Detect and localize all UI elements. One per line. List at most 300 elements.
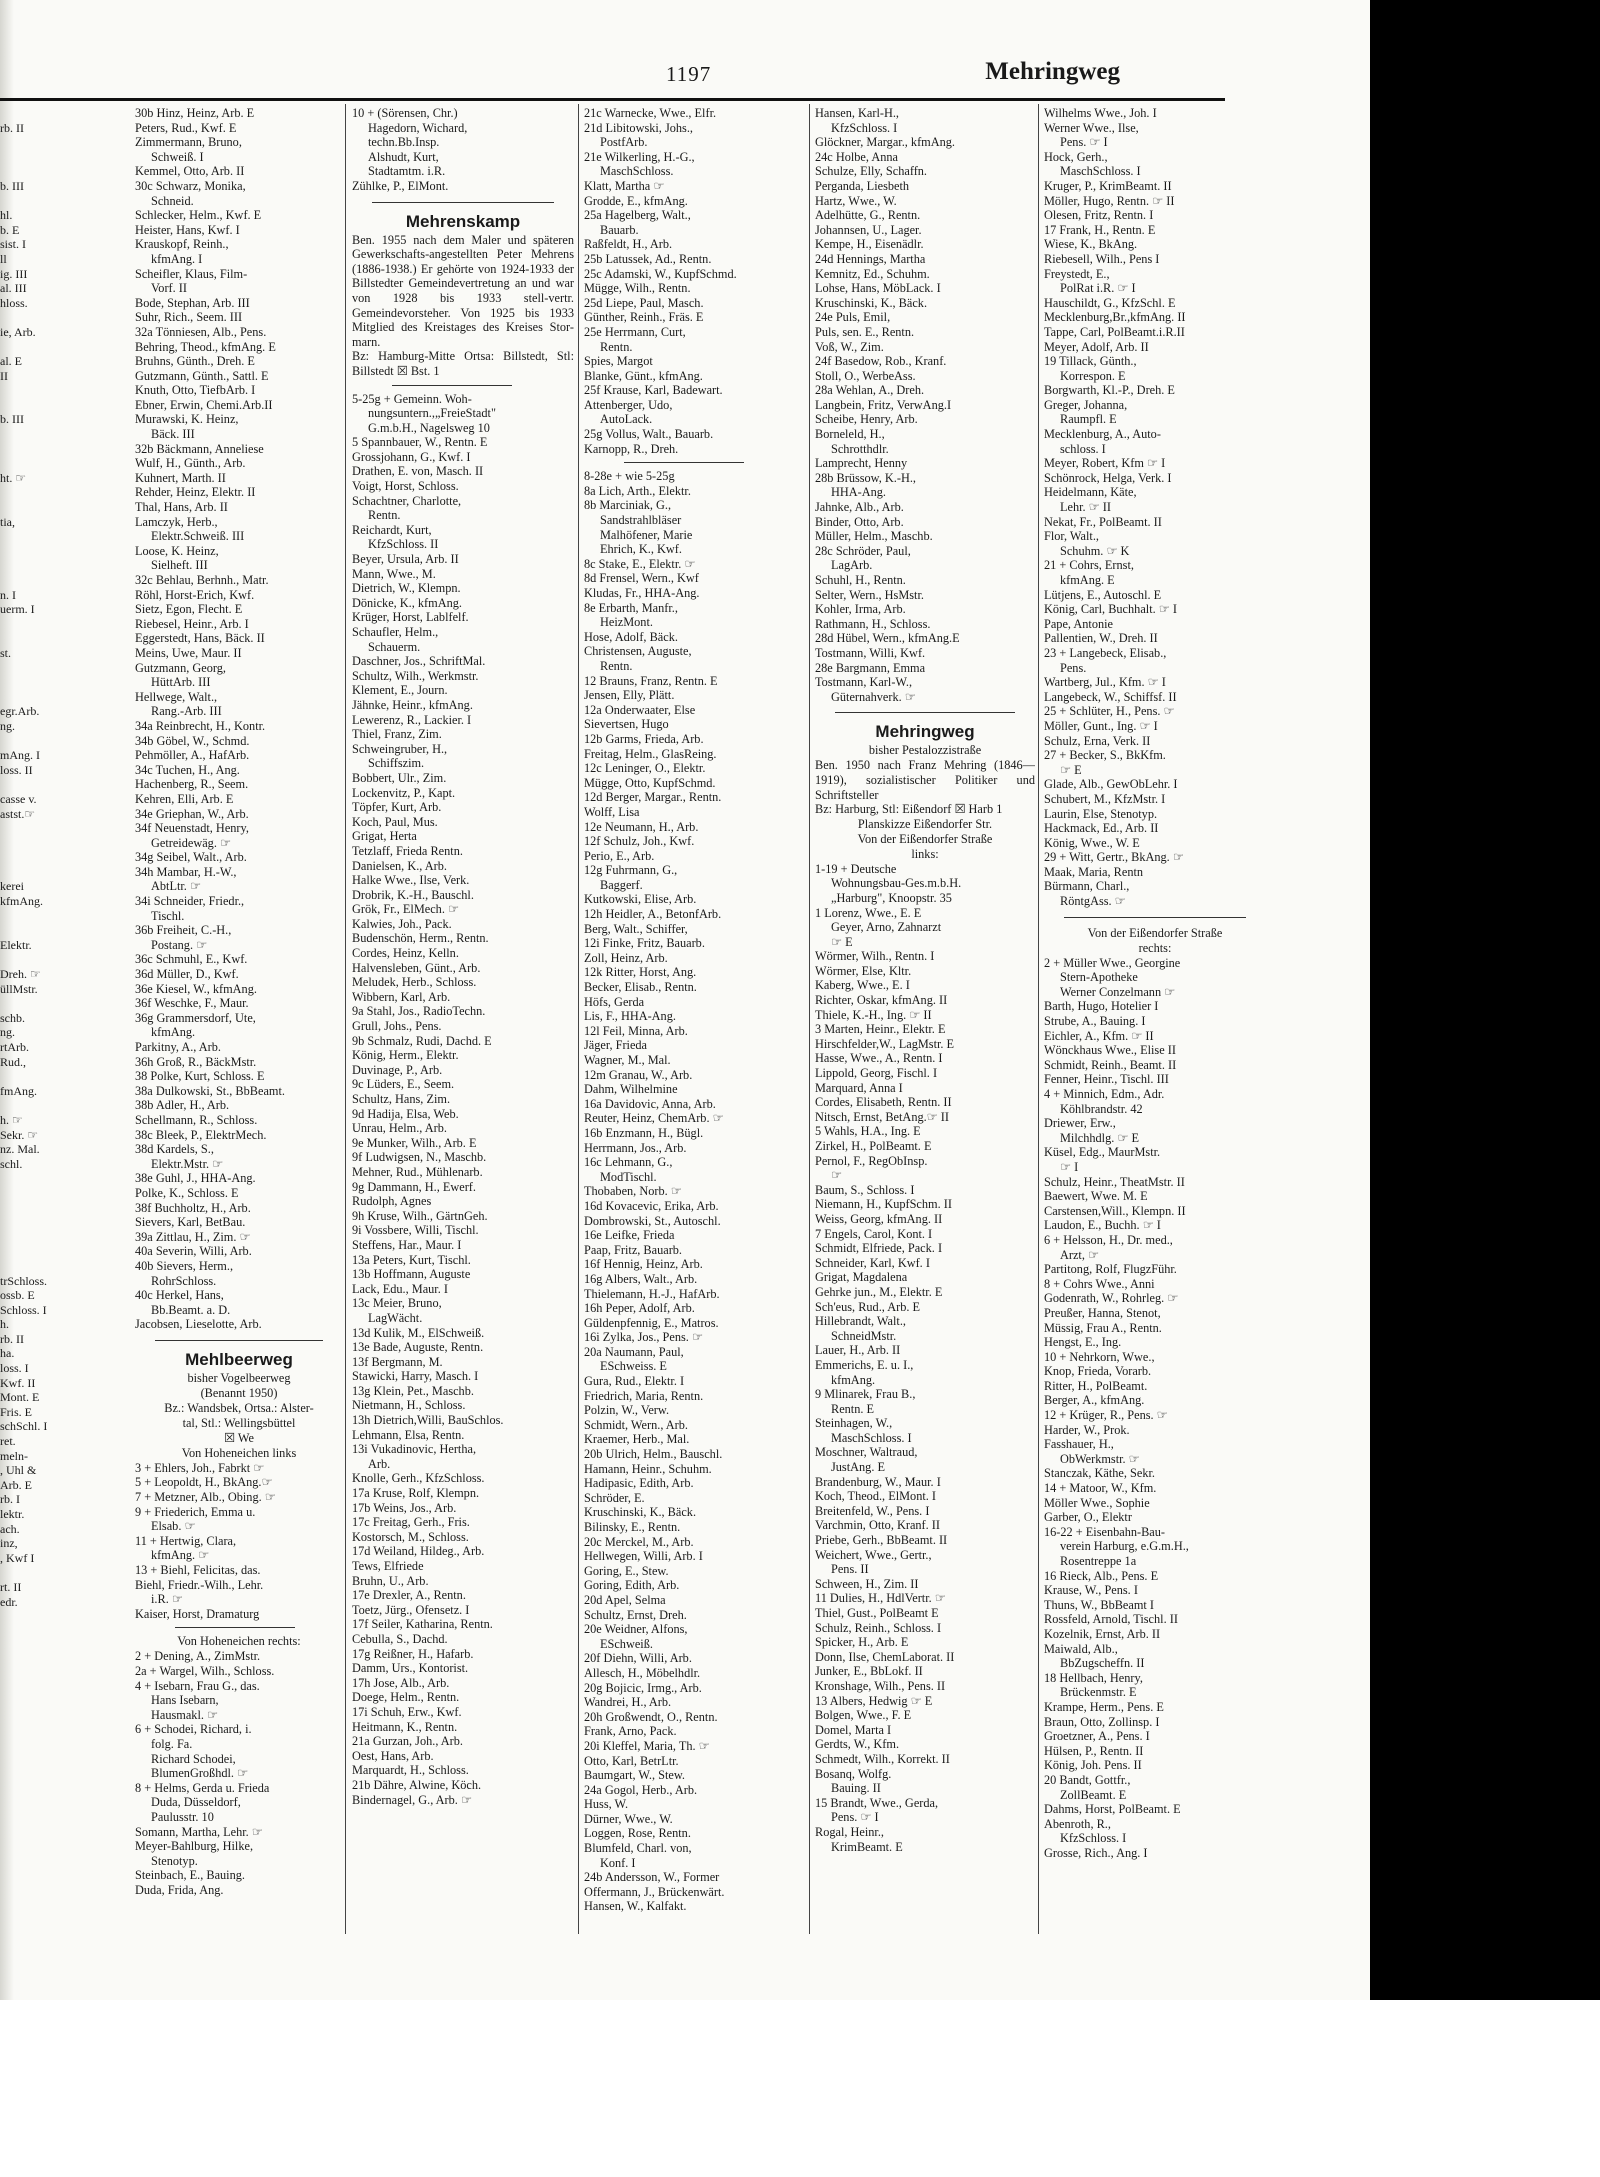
margin-fragment bbox=[0, 150, 60, 165]
margin-fragment: üllMstr. bbox=[0, 981, 38, 996]
resident-entry: Rentn. E bbox=[831, 1401, 875, 1416]
resident-entry: Baewert, Wwe. M. E bbox=[1044, 1189, 1148, 1204]
resident-entry: 27 + Becker, S., BkKfm. bbox=[1044, 748, 1166, 763]
resident-entry: Goring, E., Stew. bbox=[584, 1563, 669, 1578]
margin-fragment: ng. bbox=[0, 1025, 15, 1040]
margin-fragment: ig. III bbox=[0, 266, 28, 281]
resident-entry: ZollBeamt. E bbox=[1060, 1787, 1127, 1802]
resident-entry: Zirkel, H., PolBeamt. E bbox=[815, 1139, 932, 1153]
resident-entry: Bindernagel, G., Arb. ☞ bbox=[352, 1792, 472, 1807]
resident-entry: 1-19 + Deutsche bbox=[815, 861, 897, 876]
street-heading: Mehringweg bbox=[875, 722, 975, 742]
resident-entry: Suhr, Rich., Seem. III bbox=[135, 310, 243, 325]
resident-entry: Lewerenz, R., Lackier. I bbox=[352, 712, 472, 727]
resident-entry: 32a Tönniesen, Alb., Pens. bbox=[135, 324, 267, 339]
resident-entry: Wilhelms Wwe., Joh. I bbox=[1044, 106, 1157, 120]
directory-column-1 bbox=[135, 106, 343, 1898]
resident-entry: König, Herm., Elektr. bbox=[352, 1048, 459, 1063]
resident-entry: 13h Dietrich,Willi, BauSchlos. bbox=[352, 1413, 504, 1428]
resident-entry: 24a Gogol, Herb., Arb. bbox=[584, 1782, 698, 1797]
resident-entry: Greger, Johanna, bbox=[1044, 397, 1128, 412]
margin-fragment: hloss. bbox=[0, 295, 28, 310]
margin-fragment bbox=[0, 836, 60, 851]
margin-fragment bbox=[0, 544, 60, 559]
resident-entry: MaschSchloss. bbox=[600, 164, 674, 179]
margin-fragment bbox=[0, 996, 60, 1011]
resident-entry: Biehl, Friedr.-Wilh., Lehr. bbox=[135, 1577, 264, 1592]
resident-entry: Köhlbrandstr. 42 bbox=[1060, 1101, 1143, 1116]
resident-entry: Lamprecht, Henny bbox=[815, 456, 908, 471]
resident-entry: 16a Davidovic, Anna, Arb. bbox=[584, 1096, 716, 1111]
resident-entry: Thiel, Franz, Zim. bbox=[352, 727, 442, 742]
resident-entry: 24f Basedow, Rob., Kranf. bbox=[815, 354, 947, 369]
section-rule bbox=[1064, 917, 1246, 918]
resident-entry: Rehder, Heinz, Elektr. II bbox=[135, 485, 256, 500]
resident-entry: Jensen, Elly, Plätt. bbox=[584, 688, 675, 703]
resident-entry: Thal, Hans, Arb. II bbox=[135, 500, 228, 515]
resident-entry: 30b Hinz, Heinz, Arb. E bbox=[135, 106, 255, 120]
resident-entry: Peters, Rud., Kwf. E bbox=[135, 120, 237, 135]
resident-entry: ☞ I bbox=[1060, 1159, 1079, 1174]
margin-fragment: trSchloss. bbox=[0, 1273, 48, 1288]
resident-entry: Heister, Hans, Kwf. I bbox=[135, 222, 240, 237]
resident-entry: Weichert, Wwe., Gertr., bbox=[815, 1547, 932, 1562]
margin-fragment bbox=[0, 675, 60, 690]
resident-entry: Hadipasic, Edith, Arb. bbox=[584, 1476, 694, 1491]
resident-entry: 13c Meier, Bruno, bbox=[352, 1296, 442, 1311]
resident-entry: 13a Peters, Kurt, Tischl. bbox=[352, 1252, 471, 1267]
margin-fragment bbox=[0, 383, 60, 398]
resident-entry: Lockenvitz, P., Kapt. bbox=[352, 785, 456, 800]
margin-fragment bbox=[0, 106, 60, 121]
resident-entry: ☞ bbox=[831, 1168, 843, 1183]
resident-entry: Danielsen, K., Arb. bbox=[352, 858, 447, 873]
resident-entry: Hasse, Wwe., A., Rentn. I bbox=[815, 1051, 943, 1066]
resident-entry: Grök, Fr., ElMech. ☞ bbox=[352, 902, 459, 917]
resident-entry: Drobrik, K.-H., Bauschl. bbox=[352, 887, 474, 902]
resident-entry: Beyer, Ursula, Arb. II bbox=[352, 552, 459, 567]
resident-entry: Lippold, Georg, Fischl. I bbox=[815, 1066, 938, 1081]
resident-entry: PolRat i.R. ☞ I bbox=[1060, 281, 1136, 296]
resident-entry: König, Wwe., W. E bbox=[1044, 835, 1140, 850]
resident-entry: 36d Müller, D., Kwf. bbox=[135, 967, 239, 982]
resident-entry: Baumgart, W., Stew. bbox=[584, 1768, 685, 1783]
resident-entry: Breitenfeld, W., Pens. I bbox=[815, 1503, 930, 1518]
street-heading: Mehlbeerweg bbox=[185, 1349, 293, 1369]
resident-entry: Eichler, A., Kfm. ☞ II bbox=[1044, 1028, 1154, 1043]
resident-entry: Sietz, Egon, Flecht. E bbox=[135, 602, 243, 617]
resident-entry: Jäger, Frieda bbox=[584, 1038, 648, 1053]
street-subheading: Von der Eißendorfer Straße bbox=[1087, 925, 1223, 940]
street-subheading: tal, Stl.: Wellingsbüttel bbox=[182, 1415, 296, 1430]
resident-entry: Bolgen, Wwe., F. E bbox=[815, 1708, 912, 1723]
resident-entry: Dahms, Horst, PolBeamt. E bbox=[1044, 1802, 1181, 1817]
resident-entry: Kronshage, Wilh., Pens. II bbox=[815, 1678, 946, 1693]
top-rule bbox=[0, 98, 1225, 101]
resident-entry: Meyer-Bahlburg, Hilke, bbox=[135, 1839, 254, 1854]
resident-entry: Milchhdlg. ☞ E bbox=[1060, 1130, 1139, 1145]
resident-entry: Priebe, Gerh., BbBeamt. II bbox=[815, 1533, 948, 1548]
resident-entry: Lamczyk, Herb., bbox=[135, 514, 218, 529]
margin-fragment bbox=[0, 923, 60, 938]
resident-entry: 13f Bergmann, M. bbox=[352, 1354, 443, 1369]
margin-fragment: II bbox=[0, 368, 8, 383]
resident-entry: Brandenburg, W., Maur. I bbox=[815, 1474, 941, 1489]
resident-entry: 25g Vollus, Walt., Bauarb. bbox=[584, 427, 714, 442]
resident-entry: Langbein, Fritz, VerwAng.I bbox=[815, 397, 952, 412]
resident-entry: Richard Schodei, bbox=[151, 1751, 236, 1766]
resident-entry: Rudolph, Agnes bbox=[352, 1194, 432, 1209]
resident-entry: Offermann, J., Brückenwärt. bbox=[584, 1884, 725, 1899]
resident-entry: Schiffszim. bbox=[368, 756, 425, 771]
resident-entry: Stenotyp. bbox=[151, 1853, 198, 1868]
resident-entry: Gutzmann, Günth., Sattl. E bbox=[135, 368, 269, 383]
resident-entry: Preußer, Hanna, Stenot, bbox=[1044, 1305, 1161, 1320]
resident-entry: Perganda, Liesbeth bbox=[815, 178, 910, 193]
margin-fragment bbox=[0, 1244, 60, 1259]
resident-entry: G.m.b.H., Nagelsweg 10 bbox=[368, 420, 490, 435]
resident-entry: 15 Brandt, Wwe., Gerda, bbox=[815, 1795, 939, 1810]
resident-entry: 8 + Cohrs Wwe., Anni bbox=[1044, 1276, 1155, 1291]
resident-entry: Polzin, W., Verw. bbox=[584, 1403, 670, 1418]
resident-entry: Partitong, Rolf, FlugzFühr. bbox=[1044, 1262, 1177, 1277]
resident-entry: Lohse, Hans, MöbLack. I bbox=[815, 281, 941, 296]
resident-entry: Vorf. II bbox=[151, 281, 187, 296]
resident-entry: Hirschfelder,W., LagMstr. E bbox=[815, 1036, 955, 1051]
column-divider bbox=[1038, 104, 1039, 1934]
resident-entry: Sch'eus, Rud., Arb. E bbox=[815, 1299, 921, 1314]
resident-entry: Schweingruber, H., bbox=[352, 741, 448, 756]
resident-entry: Raßfeldt, H., Arb. bbox=[584, 237, 673, 252]
resident-entry: Röhl, Horst-Erich, Kwf. bbox=[135, 587, 255, 602]
resident-entry: 16 Rieck, Alb., Pens. E bbox=[1044, 1568, 1159, 1583]
resident-entry: 36e Kiesel, W., kfmAng. bbox=[135, 981, 257, 996]
resident-entry: Meludek, Herb., Schloss. bbox=[352, 975, 477, 990]
margin-fragment: rb. II bbox=[0, 120, 24, 135]
resident-entry: Christensen, Auguste, bbox=[584, 644, 692, 659]
resident-entry: i.R. ☞ bbox=[151, 1592, 183, 1607]
resident-entry: Mecklenburg, A., Auto- bbox=[1044, 427, 1161, 442]
resident-entry: Langebeck, W., Schiffsf. II bbox=[1044, 689, 1177, 704]
resident-entry: Werner Wwe., Ilse, bbox=[1044, 120, 1139, 135]
margin-fragment bbox=[0, 1171, 60, 1186]
resident-entry: 38e Guhl, J., HHA-Ang. bbox=[135, 1171, 256, 1186]
margin-fragment: mAng. I bbox=[0, 748, 40, 763]
margin-fragment bbox=[0, 1201, 60, 1216]
resident-entry: Schmidt, Reinh., Beamt. II bbox=[1044, 1057, 1177, 1072]
resident-entry: Grossjohann, G., Kwf. I bbox=[352, 449, 471, 464]
margin-fragment: meln- bbox=[0, 1448, 28, 1463]
margin-fragment: ll bbox=[0, 251, 7, 266]
resident-entry: 12e Neumann, H., Arb. bbox=[584, 819, 699, 834]
resident-entry: Krampe, Herm., Pens. E bbox=[1044, 1699, 1164, 1714]
resident-entry: Halke Wwe., Ilse, Verk. bbox=[352, 873, 470, 888]
resident-entry: Baggerf. bbox=[600, 877, 643, 892]
resident-entry: Meins, Uwe, Maur. II bbox=[135, 645, 242, 660]
resident-entry: Krüger, Horst, Lablfelf. bbox=[352, 610, 469, 625]
resident-entry: 11 Dulies, H., HdlVertr. ☞ bbox=[815, 1591, 946, 1606]
resident-entry: Hausmakl. ☞ bbox=[151, 1707, 219, 1722]
resident-entry: ESchweiß. bbox=[600, 1636, 653, 1651]
resident-entry: Nekat, Fr., PolBeamt. II bbox=[1044, 514, 1162, 529]
resident-entry: Dahm, Wilhelmine bbox=[584, 1082, 678, 1097]
resident-entry: Spicker, H., Arb. E bbox=[815, 1635, 909, 1650]
resident-entry: 19 Tillack, Günth., bbox=[1044, 354, 1137, 369]
resident-entry: Glade, Alb., GewObLehr. I bbox=[1044, 777, 1178, 792]
resident-entry: Mügge, Otto, KupfSchmd. bbox=[584, 775, 716, 790]
resident-entry: 24b Andersson, W., Former bbox=[584, 1870, 720, 1885]
column-divider bbox=[809, 104, 810, 1934]
margin-fragment bbox=[0, 573, 60, 588]
resident-entry: 21d Libitowski, Johs., bbox=[584, 120, 693, 135]
resident-entry: Marquard, Anna I bbox=[815, 1080, 903, 1095]
resident-entry: 13d Kulik, M., ElSchweiß. bbox=[352, 1325, 485, 1340]
margin-fragment: sist. I bbox=[0, 237, 27, 252]
resident-entry: Schmedt, Wilh., Korrekt. II bbox=[815, 1751, 950, 1766]
resident-entry: Strube, A., Bauing. I bbox=[1044, 1014, 1146, 1029]
resident-entry: Hock, Gerh., bbox=[1044, 149, 1108, 164]
resident-entry: MaschSchloss. I bbox=[831, 1430, 912, 1445]
resident-entry: Hachenberg, R., Seem. bbox=[135, 777, 249, 792]
resident-entry: ☞ E bbox=[1060, 762, 1082, 777]
resident-entry: 16h Peper, Adolf, Arb. bbox=[584, 1301, 695, 1316]
street-subheading: Bz.: Wandsbek, Ortsa.: Alster- bbox=[164, 1400, 314, 1415]
resident-entry: Rentn. bbox=[600, 658, 633, 673]
resident-entry: 28a Wehlan, A., Dreh. bbox=[815, 383, 925, 398]
resident-entry: verein Harburg, e.G.m.H., bbox=[1060, 1539, 1189, 1554]
margin-fragment bbox=[0, 1259, 60, 1274]
resident-entry: 17a Kruse, Rolf, Klempn. bbox=[352, 1486, 480, 1501]
resident-entry: 21b Dähre, Alwine, Köch. bbox=[352, 1777, 482, 1792]
resident-entry: Hansen, W., Kalfakt. bbox=[584, 1899, 687, 1914]
margin-fragment bbox=[0, 558, 60, 573]
resident-entry: 9e Munker, Wilh., Arb. E bbox=[352, 1135, 477, 1150]
resident-entry: 13e Bade, Auguste, Rentn. bbox=[352, 1340, 484, 1355]
resident-entry: Bode, Stephan, Arb. III bbox=[135, 295, 250, 310]
resident-entry: kfmAng. E bbox=[1060, 573, 1115, 587]
resident-entry: 13i Vukadinovic, Hertha, bbox=[352, 1442, 477, 1457]
resident-entry: Olesen, Fritz, Rentn. I bbox=[1044, 208, 1154, 223]
resident-entry: Loose, K. Heinz, bbox=[135, 543, 219, 558]
resident-entry: Thiele, K.-H., Ing. ☞ II bbox=[815, 1007, 932, 1022]
street-subheading: links: bbox=[911, 846, 939, 861]
resident-entry: Güternahverk. ☞ bbox=[831, 689, 916, 704]
margin-fragment: n. I bbox=[0, 587, 16, 602]
resident-entry: 36g Grammersdorf, Ute, bbox=[135, 1010, 256, 1025]
margin-fragment: Rud., bbox=[0, 1054, 27, 1069]
resident-entry: LagWächt. bbox=[368, 1310, 423, 1325]
resident-entry: kfmAng. ☞ bbox=[151, 1548, 210, 1563]
resident-entry: Schauerm. bbox=[368, 639, 421, 654]
resident-entry: 40a Severin, Willi, Arb. bbox=[135, 1244, 252, 1259]
resident-entry: Wibbern, Karl, Arb. bbox=[352, 989, 451, 1004]
resident-entry: 16c Lehmann, G., bbox=[584, 1155, 673, 1170]
resident-entry: techn.Bb.Insp. bbox=[368, 135, 440, 150]
street-subheading: (Benannt 1950) bbox=[200, 1385, 278, 1400]
resident-entry: Friedrich, Maria, Rentn. bbox=[584, 1388, 704, 1403]
resident-entry: Allesch, H., Möbelhdlr. bbox=[584, 1665, 701, 1680]
resident-entry: Daschner, Jos., SchriftMal. bbox=[352, 654, 486, 669]
resident-entry: KfzSchloss. II bbox=[368, 537, 439, 552]
resident-entry: 9a Stahl, Jos., RadioTechn. bbox=[352, 1004, 486, 1019]
margin-fragment bbox=[0, 909, 60, 924]
resident-entry: 34e Griephan, W., Arb. bbox=[135, 806, 249, 821]
resident-entry: 17 Frank, H., Rentn. E bbox=[1044, 222, 1156, 237]
resident-entry: ☞ E bbox=[831, 934, 853, 949]
margin-fragment bbox=[0, 821, 60, 836]
resident-entry: Bruhns, Günth., Dreh. E bbox=[135, 354, 255, 369]
resident-entry: 12i Finke, Fritz, Bauarb. bbox=[584, 936, 705, 951]
resident-entry: KfzSchloss. I bbox=[831, 120, 898, 135]
resident-entry: 5 Wahls, H.A., Ing. E bbox=[815, 1124, 921, 1139]
resident-entry: Bruhn, U., Arb. bbox=[352, 1573, 429, 1588]
resident-entry: 10 + Nehrkorn, Wwe., bbox=[1044, 1349, 1155, 1364]
resident-entry: 13b Hoffmann, Auguste bbox=[352, 1267, 471, 1282]
margin-fragment: lektr. bbox=[0, 1507, 25, 1521]
margin-fragment: Arb. E bbox=[0, 1477, 32, 1492]
resident-entry: 12g Fuhrmann, G., bbox=[584, 863, 678, 878]
resident-entry: Kohler, Irma, Arb. bbox=[815, 602, 906, 617]
resident-entry: Weiss, Georg, kfmAng. II bbox=[815, 1211, 943, 1226]
page-number: 1197 bbox=[666, 62, 712, 86]
margin-fragment bbox=[0, 456, 60, 471]
margin-fragment: schSchl. I bbox=[0, 1419, 48, 1434]
resident-entry: Bilinsky, E., Rentn. bbox=[584, 1520, 681, 1534]
margin-fragment: Sekr. ☞ bbox=[0, 1127, 39, 1142]
resident-entry: Laudon, E., Buchh. ☞ I bbox=[1044, 1218, 1161, 1233]
resident-entry: folg. Fa. bbox=[151, 1736, 193, 1751]
resident-entry: Kruschinski, K., Bäck. bbox=[815, 295, 928, 310]
margin-fragment bbox=[0, 1230, 60, 1245]
resident-entry: Steinbach, E., Bauing. bbox=[135, 1868, 245, 1883]
resident-entry: Schuhl, H., Rentn. bbox=[815, 573, 906, 587]
resident-entry: 20e Weidner, Alfons, bbox=[584, 1622, 688, 1637]
resident-entry: Thuns, W., BbBeamt I bbox=[1044, 1597, 1154, 1612]
resident-entry: Otto, Karl, BetrLtr. bbox=[584, 1753, 679, 1768]
margin-fragment: schb. bbox=[0, 1010, 25, 1025]
resident-entry: Stawicki, Harry, Masch. I bbox=[352, 1369, 479, 1384]
margin-fragment bbox=[0, 1098, 60, 1113]
street-subheading: Von Hoheneichen links bbox=[181, 1445, 297, 1460]
resident-entry: 21c Warnecke, Wwe., Elfr. bbox=[584, 106, 717, 120]
resident-entry: 16g Albers, Walt., Arb. bbox=[584, 1271, 698, 1286]
resident-entry: Sievertsen, Hugo bbox=[584, 717, 669, 732]
margin-fragment: al. III bbox=[0, 281, 27, 296]
resident-entry: Kostorsch, M., Schloss. bbox=[352, 1529, 469, 1544]
margin-fragment bbox=[0, 690, 60, 705]
resident-entry: Mecklenburg,Br.,kfmAng. II bbox=[1044, 310, 1186, 325]
resident-entry: Polke, K., Schloss. E bbox=[135, 1185, 239, 1200]
resident-entry: Schulz, Erna, Verk. II bbox=[1044, 733, 1151, 748]
margin-fragment: fmAng. bbox=[0, 1083, 37, 1098]
resident-entry: Junker, E., BbLokf. II bbox=[815, 1664, 923, 1679]
margin-fragment bbox=[0, 135, 60, 150]
resident-entry: Fenner, Heinr., Tischl. III bbox=[1044, 1072, 1169, 1087]
resident-entry: Riebesel, Heinr., Arb. I bbox=[135, 616, 249, 631]
resident-entry: 12h Heidler, A., BetonfArb. bbox=[584, 907, 722, 922]
resident-entry: ObWerkmstr. ☞ bbox=[1060, 1451, 1140, 1466]
resident-entry: Nitsch, Ernst, BetAng.☞ II bbox=[815, 1109, 949, 1124]
resident-entry: Bäck. III bbox=[151, 427, 195, 442]
resident-entry: 5 Spannbauer, W., Rentn. E bbox=[352, 435, 488, 450]
resident-entry: Glöckner, Margar., kfmAng. bbox=[815, 135, 955, 150]
resident-entry: Schulz, Reinh., Schloss. I bbox=[815, 1620, 942, 1635]
margin-fragment bbox=[0, 529, 60, 544]
resident-entry: Malhöfener, Marie bbox=[600, 527, 693, 542]
resident-entry: Parkitny, A., Arb. bbox=[135, 1040, 221, 1054]
margin-fragment: ht. ☞ bbox=[0, 470, 27, 485]
resident-entry: Sievers, Karl, BetBau. bbox=[135, 1215, 246, 1230]
resident-entry: Damm, Urs., Kontorist. bbox=[352, 1661, 469, 1676]
resident-entry: 7 + Metzner, Alb., Obing. ☞ bbox=[135, 1490, 276, 1505]
resident-entry: Tischl. bbox=[151, 908, 185, 923]
resident-entry: 12 Brauns, Franz, Rentn. E bbox=[584, 673, 718, 688]
resident-entry: Groetzner, A., Pens. I bbox=[1044, 1729, 1150, 1744]
resident-entry: 20b Ulrich, Helm., Bauschl. bbox=[584, 1447, 723, 1462]
resident-entry: Eggerstedt, Hans, Bäck. II bbox=[135, 631, 265, 646]
resident-entry: Gehrke jun., M., Elektr. E bbox=[815, 1284, 943, 1299]
street-subheading: Von Hoheneichen rechts: bbox=[177, 1634, 301, 1649]
resident-entry: 9c Lüders, E., Seem. bbox=[352, 1077, 455, 1092]
resident-entry: Grosse, Rich., Ang. I bbox=[1044, 1845, 1148, 1860]
resident-entry: Moschner, Waltraud, bbox=[815, 1445, 918, 1460]
resident-entry: Hülsen, P., Rentn. II bbox=[1044, 1743, 1144, 1758]
resident-entry: Heidelmann, Käte, bbox=[1044, 485, 1137, 500]
street-description: Bz: Hamburg-Mitte Ortsa: Billstedt, Stl: Billstedt ☒ Bst. 1 bbox=[352, 349, 574, 378]
resident-entry: Kruschinski, K., Bäck. bbox=[584, 1505, 697, 1520]
resident-entry: Schmidt, Wern., Arb. bbox=[584, 1417, 688, 1432]
margin-fragment bbox=[0, 1565, 60, 1580]
resident-entry: AbtLtr. ☞ bbox=[151, 879, 201, 894]
resident-entry: 20a Naumann, Paul, bbox=[584, 1344, 684, 1359]
resident-entry: Günther, Reinh., Fräs. E bbox=[584, 310, 704, 325]
resident-entry: Duda, Frida, Ang. bbox=[135, 1882, 224, 1897]
resident-entry: Lack, Edu., Maur. I bbox=[352, 1281, 448, 1296]
resident-entry: Grigat, Herta bbox=[352, 829, 417, 844]
margin-fragment: Dreh. ☞ bbox=[0, 967, 41, 982]
margin-fragment: tia, bbox=[0, 514, 15, 529]
resident-entry: Heitmann, K., Rentn. bbox=[352, 1719, 458, 1734]
margin-fragment: ng. bbox=[0, 718, 15, 733]
resident-entry: Garber, O., Elektr bbox=[1044, 1510, 1132, 1525]
resident-entry: ESchweiss. E bbox=[600, 1359, 667, 1374]
resident-entry: 18 Hellbach, Henry, bbox=[1044, 1670, 1143, 1685]
resident-entry: 9 Mlinarek, Frau B., bbox=[815, 1387, 916, 1402]
margin-fragment: b. E bbox=[0, 222, 20, 237]
resident-entry: Müssig, Frau A., Rentn. bbox=[1044, 1320, 1162, 1335]
resident-entry: 16i Zylka, Jos., Pens. ☞ bbox=[584, 1330, 703, 1345]
resident-entry: Arzt, ☞ bbox=[1060, 1247, 1100, 1262]
margin-fragment bbox=[0, 164, 60, 179]
resident-entry: 12f Schulz, Joh., Kwf. bbox=[584, 834, 695, 849]
margin-fragment: al. E bbox=[0, 354, 22, 369]
resident-entry: Hartz, Wwe., W. bbox=[815, 193, 897, 208]
resident-entry: Kaberg, Wwe., E. I bbox=[815, 978, 910, 993]
resident-entry: 17f Seiler, Katharina, Rentn. bbox=[352, 1617, 493, 1632]
resident-entry: Schrotthdlr. bbox=[831, 441, 889, 456]
resident-entry: Lehmann, Elsa, Rentn. bbox=[352, 1427, 465, 1442]
resident-entry: Zühlke, P., ElMont. bbox=[352, 178, 449, 193]
margin-fragment bbox=[0, 850, 60, 865]
resident-entry: 17e Drexler, A., Rentn. bbox=[352, 1588, 466, 1603]
resident-entry: Unrau, Helm., Arb. bbox=[352, 1121, 447, 1136]
resident-entry: Freystedt, E., bbox=[1044, 266, 1110, 281]
resident-entry: LagArb. bbox=[831, 558, 873, 573]
resident-entry: Binder, Otto, Arb. bbox=[815, 514, 904, 529]
resident-entry: Carstensen,Will., Klempn. II bbox=[1044, 1203, 1186, 1218]
resident-entry: 12d Berger, Margar., Rentn. bbox=[584, 790, 722, 805]
resident-entry: Dietrich, W., Klempn. bbox=[352, 581, 461, 596]
